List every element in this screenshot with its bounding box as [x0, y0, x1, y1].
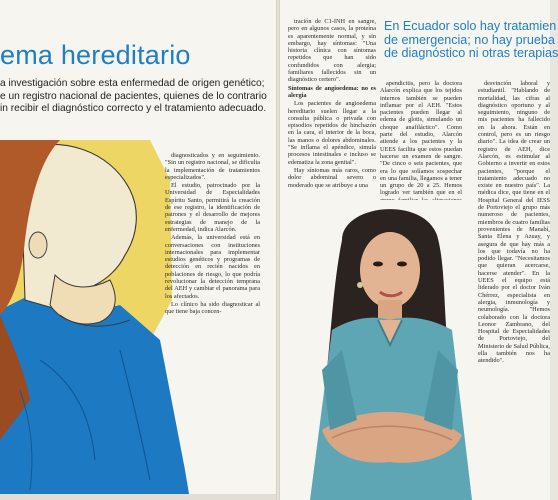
doctor-photo: [302, 200, 478, 500]
dek-line: a investigación sobre esta enfermedad de origen genético;: [0, 78, 265, 89]
dek-line: in recibir el diagnóstico correcto y el tratamiento adecuado.: [0, 103, 267, 114]
paragraph: Además, la universidad está en conversaciones con instituciones internacionales para implementar estudios genéticos y programas de detección en recién nacidos en poblaciones de riesgo, lo que podría revolucionar la detección temprana del AEH y cambiar el panorama para los afectados.: [165, 234, 260, 300]
headline-line: de emergencia; no hay prueba: [384, 32, 555, 47]
paragraph: diagnosticados y en seguimiento. "Sin un registro nacional, se dificulta la implementación de tratamientos especializados".: [165, 152, 260, 181]
paragraph: tración de C1-INH en sangre, pero en algunos casos, la proteína es aparentemente normal, y sin embargo, hay síntomas: "Una historia clínica con síntomas repetidos que han sido confundidos con alergia; familiares fallecidos sin un diagnóstico certero".: [288, 18, 376, 84]
left-headline: ema hereditario: [0, 40, 191, 70]
page-footer-strip: [0, 494, 276, 500]
headline-line: En Ecuador solo hay tratamien: [384, 19, 557, 33]
left-dek: [0, 78, 270, 116]
right-column-3: [478, 80, 550, 390]
right-column-1: [288, 18, 376, 190]
left-page: [0, 0, 276, 500]
right-page: [280, 0, 558, 500]
left-column-text: [165, 152, 260, 317]
right-headline: [384, 19, 558, 61]
dek-line: e un registro nacional de pacientes, quienes de lo contrario: [0, 90, 267, 102]
paragraph: Los pacientes de angioedema hereditario suelen llegar a la consulta pública o privada con episodios repetidos de hinchazón en la cara, el interior de la boca, las manos o dolores abdominales. "Se inflama el apéndice, simula procesos intestinales e incluso se edematiza la zona genital".: [288, 100, 376, 166]
woman-neck-illustration: [0, 140, 190, 500]
right-column-2: [380, 80, 462, 200]
headline-line: de diagnóstico ni otras terapias: [384, 46, 558, 60]
paragraph: desvinción laboral y estudiantil. "Hablando de mortalidad, las cifras al diagnóstico oportuno y al seguimiento, ninguno de mis pacientes ha fallecido en la ahora. Están en control, pero es un riesgo diario". La idea de crear un registro de AEH, dice Alarcón, es estimular al Gobierno a invertir en estos pacientes, "porque el tratamiento adecuado no existe en nuestro país". La médica dice, que tiene en el Hospital General del IESS de Portoviejo el grupo más numeroso de pacientes, miembros de cuatro familias provenientes de Manabí, Santa Elena y Azuay, y asegura de que hay más a los que todavía no ha podido llegar. "Necesitamos que quieran acercarse, hacerse atender". En la UEES el equipo está liderado por el doctor Iván Chérrez, especialista en alergia, inmunología y neumología. "Hemos colaborado con la doctora Leonor Zambrano, del Hospital de Especialidades de Portoviejo, del Ministerio de Salud Pública, ella también nos ha atendido".: [478, 80, 550, 365]
paragraph: El estudio, patrocinado por la Universidad de Especialidades Espíritu Santo, permitirá la creación de ese registro, la identificación de patrones y el desarrollo de mejores estrategias de manejo de la enfermedad, indica Alarcón.: [165, 182, 260, 233]
subhead: Síntomas de angioedema: no es alergia: [288, 84, 376, 99]
paragraph: apendicitis, pero la doctora Alarcón explica que los tejidos internos también se pueden inflamar por el AEH. "Estos pacientes pueden llegar al edema de glotis, simulando un choque anafiláctico". Como parte del estudio, Alarcón atiende a los pacientes y la UEES facilita que estos puedan hacerse un examen de sangre. "De cinco o seis pacientes, que era lo que solíamos sospechar en una familia, llegamos a tener un grupo de 20 a 25. Hemos logrado ver también que en el: [380, 80, 462, 197]
paragraph: Lo clínico ha sido diagnosticar al que tiene baja concen-: [165, 300, 260, 316]
paragraph: Hay síntomas más raros, como dolor abdominal severo o moderado que se atribuye a una: [288, 166, 376, 189]
